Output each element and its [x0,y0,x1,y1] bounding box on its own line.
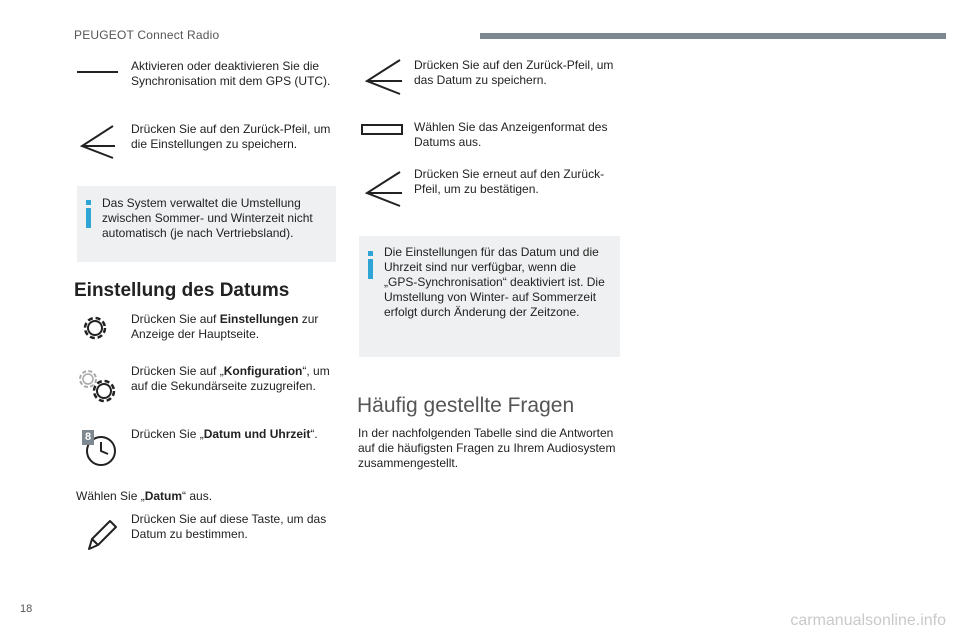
step-configuration: Drücken Sie auf „Konfiguration“, um auf die Sekundärseite zuzugreifen. [131,364,330,393]
info-note-dst [77,186,336,262]
running-header-title: PEUGEOT Connect Radio [74,28,220,42]
step-pencil: Drücken Sie auf diese Taste, um das Datum zu bestimmen. [131,512,327,541]
back-arrow-icon [362,170,406,208]
step-settings: Drücken Sie auf Einstellungen zur Anzeige der Hauptseite. [131,312,319,341]
back-arrow-icon [77,124,119,160]
page-number: 18 [20,603,33,615]
info-note-gps [359,236,620,357]
info-note-text: Das System verwaltet die Umstellung zwischen Sommer- und Winterzeit nicht automatisch (je nach Vertriebsland). [102,196,313,240]
gear-icon [80,313,110,343]
info-note-text: Die Einstellungen für das Datum und die Uhrzeit sind nur verfügbar, wenn die „GPS-Synchronisation“ deaktiviert ist. Die Umstellung von Winter- auf Sommerzeit erfolgt durch Änderung der Zeitzone. [384,245,605,319]
step-confirm: Drücken Sie erneut auf den Zurück-Pfeil, um zu bestätigen. [414,167,605,196]
toggle-line-icon [76,64,120,78]
step-date-time: Drücken Sie „Datum und Uhrzeit“. [131,427,318,441]
select-date-instruction: Wählen Sie „Datum“ aus. [76,489,213,503]
step-date-format: Wählen Sie das Anzeigenformat des Datums aus. [414,120,608,149]
watermark: carmanualsonline.info [790,612,946,629]
rectangle-button-icon [361,124,405,138]
step-save-settings: Drücken Sie auf den Zurück-Pfeil, um die Einstellungen zu speichern. [131,122,331,151]
header-rule [480,33,946,39]
step-save-date: Drücken Sie auf den Zurück-Pfeil, um das Datum zu speichern. [414,58,614,87]
section-heading-faq: Häufig gestellte Fragen [357,394,575,417]
step-gps-sync: Aktivieren oder deaktivieren Sie die Synchronisation mit dem GPS (UTC). [131,59,331,88]
double-gear-icon [76,367,118,405]
clock-icon [79,428,119,468]
section-heading-date: Einstellung des Datums [74,280,290,301]
pencil-icon [85,517,119,553]
info-icon [368,251,373,279]
step-number-badge: 8 [82,430,94,445]
info-icon [86,200,91,228]
faq-intro-paragraph: In der nachfolgenden Tabelle sind die Antworten auf die häufigsten Fragen zu Ihrem Audiosystem zusammengestellt. [358,426,616,470]
back-arrow-icon [362,58,406,96]
